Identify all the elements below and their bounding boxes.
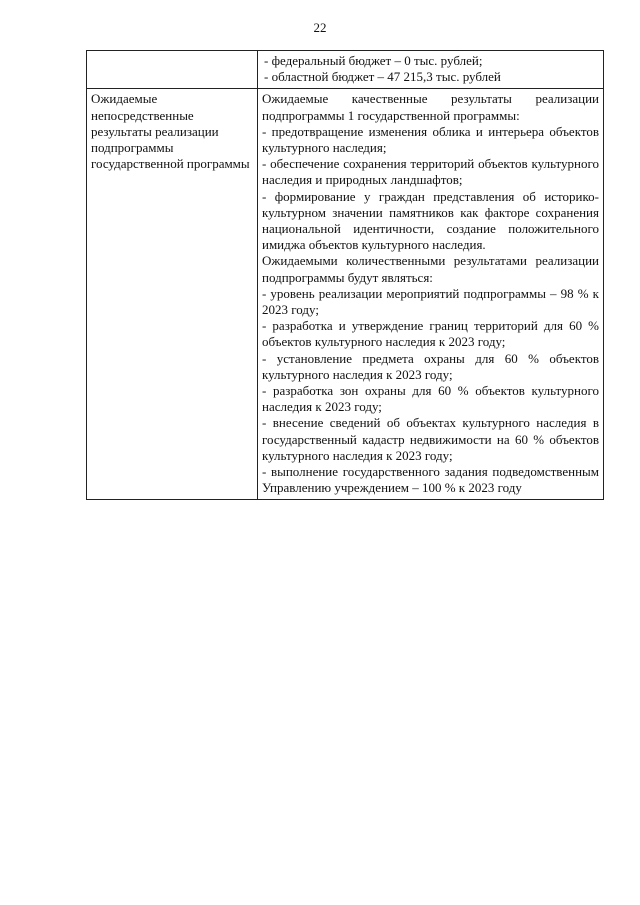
quantitative-results-heading: Ожидаемыми количественными результатами реализации подпрограммы будут являться: [262,253,599,285]
result-item: - уровень реализации мероприятий подпрограммы – 98 % к 2023 году; [262,285,599,318]
result-item: - выполнение государственного задания подведомственным Управлению учреждением – 100 % к 2023 году [262,464,599,496]
program-table [86,50,604,500]
qualitative-results-heading: Ожидаемые качественные результаты реализации подпрограммы 1 государственной программы: [262,91,599,123]
result-item: - установление предмета охраны для 60 % объектов культурного наследия к 2023 году; [262,350,599,382]
result-item: - разработка и утверждение границ территорий для 60 % объектов культурного наследия к 2023 году; [262,318,599,350]
result-item: - предотвращение изменения облика и интерьера объектов культурного наследия; [262,123,599,156]
page-number: 22 [313,20,327,35]
regional-budget-line: - областной бюджет – 47 215,3 тыс. рублей [264,69,501,85]
budget-content-cell [258,51,604,89]
budget-label-cell [87,51,258,89]
results-content-cell [258,89,604,500]
results-label-cell: Ожидаемые непосредственные результаты реализации подпрограммы государственной программы [87,89,258,500]
result-item: - разработка зон охраны для 60 % объектов культурного наследия к 2023 году; [262,383,599,415]
federal-budget-line: - федеральный бюджет – 0 тыс. рублей; [264,53,483,68]
result-item: - формирование у граждан представления об историко-культурном значении памятников как факторе сохранения национальной идентичности, создание положительного имиджа объектов культурного наследия. [262,188,599,253]
result-item: - внесение сведений об объектах культурного наследия в государственный кадастр недвижимости на 60 % объектов культурного наследия к 2023 году; [262,415,599,463]
budget-row [87,51,604,89]
result-item: - обеспечение сохранения территорий объектов культурного наследия и природных ландшафтов; [262,156,599,188]
results-row [87,89,604,500]
